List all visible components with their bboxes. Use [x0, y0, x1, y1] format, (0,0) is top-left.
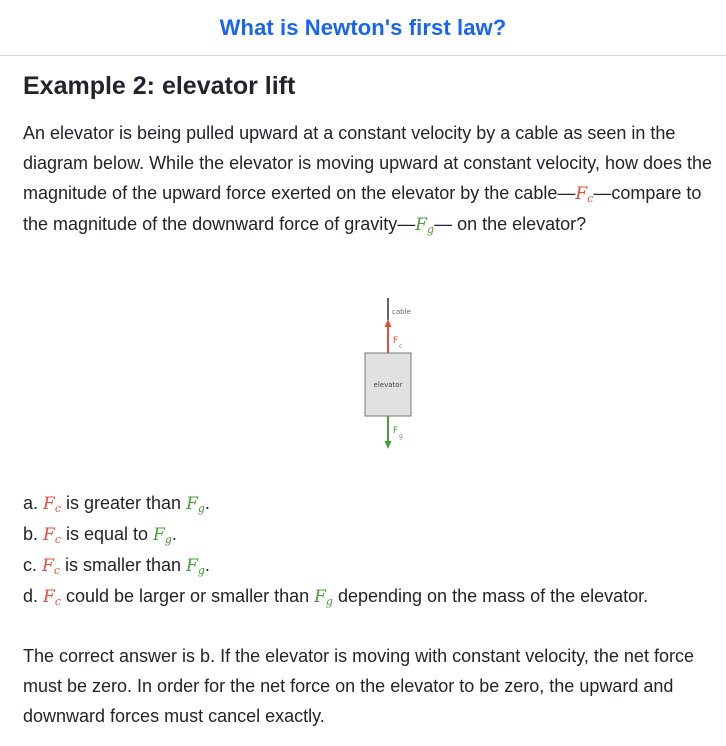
fg-symbol: $F_g$	[186, 556, 205, 577]
fg-label: F	[393, 426, 399, 436]
choice-a: a. $F_c$ is greater than $F_g$.	[23, 493, 210, 515]
choice-list	[23, 488, 648, 612]
fc-label: F	[393, 336, 399, 346]
elevator-label: elevator	[373, 381, 403, 389]
fc-symbol: $F_c$	[575, 184, 594, 205]
page-title[interactable]: What is Newton's first law?	[219, 14, 507, 40]
choice-c: c. $F_c$ is smaller than $F_g$.	[23, 555, 210, 577]
fg-label-sub: g	[399, 433, 403, 440]
elevator-diagram	[353, 296, 443, 456]
answer-explanation: The correct answer is b. If the elevator is moving with constant velocity, the net force must be zero. In order for the net force on the elevator to be zero, the upward and downward forces must cancel exactly.	[23, 646, 694, 726]
question-text	[23, 118, 713, 240]
question-part-3: — on the elevator?	[434, 214, 587, 234]
fg-symbol: $F_g$	[415, 215, 435, 236]
choice-d: d. $F_c$ could be larger or smaller than $F_g$ depending on the mass of the elevator.	[23, 586, 649, 608]
fc-symbol: $F_c$	[43, 494, 61, 515]
elevator-diagram-svg	[353, 296, 443, 456]
example-heading: Example 2: elevator lift	[23, 72, 296, 100]
fg-symbol: $F_g$	[186, 494, 205, 515]
fg-arrow-head	[385, 441, 392, 449]
fc-arrow-head	[385, 319, 392, 327]
fc-symbol: $F_c$	[43, 525, 61, 546]
fc-symbol: $F_c$	[42, 556, 60, 577]
fc-label-sub: c	[399, 343, 403, 350]
question-part-2: —compare to the magnitude of the downward force of gravity—	[23, 183, 702, 234]
cable-label: cable	[392, 308, 411, 316]
fg-symbol: $F_g$	[153, 525, 172, 546]
fc-symbol: $F_c$	[43, 587, 61, 608]
page-header	[0, 0, 726, 56]
choice-b: b. $F_c$ is equal to $F_g$.	[23, 524, 177, 546]
fg-symbol: $F_g$	[314, 587, 333, 608]
question-part-1: An elevator is being pulled upward at a constant velocity by a cable as seen in the diagram below. While the elevator is moving upward at constant velocity, how does the magnitude of the upward force exerted on the elevator by the cable—	[23, 123, 713, 203]
